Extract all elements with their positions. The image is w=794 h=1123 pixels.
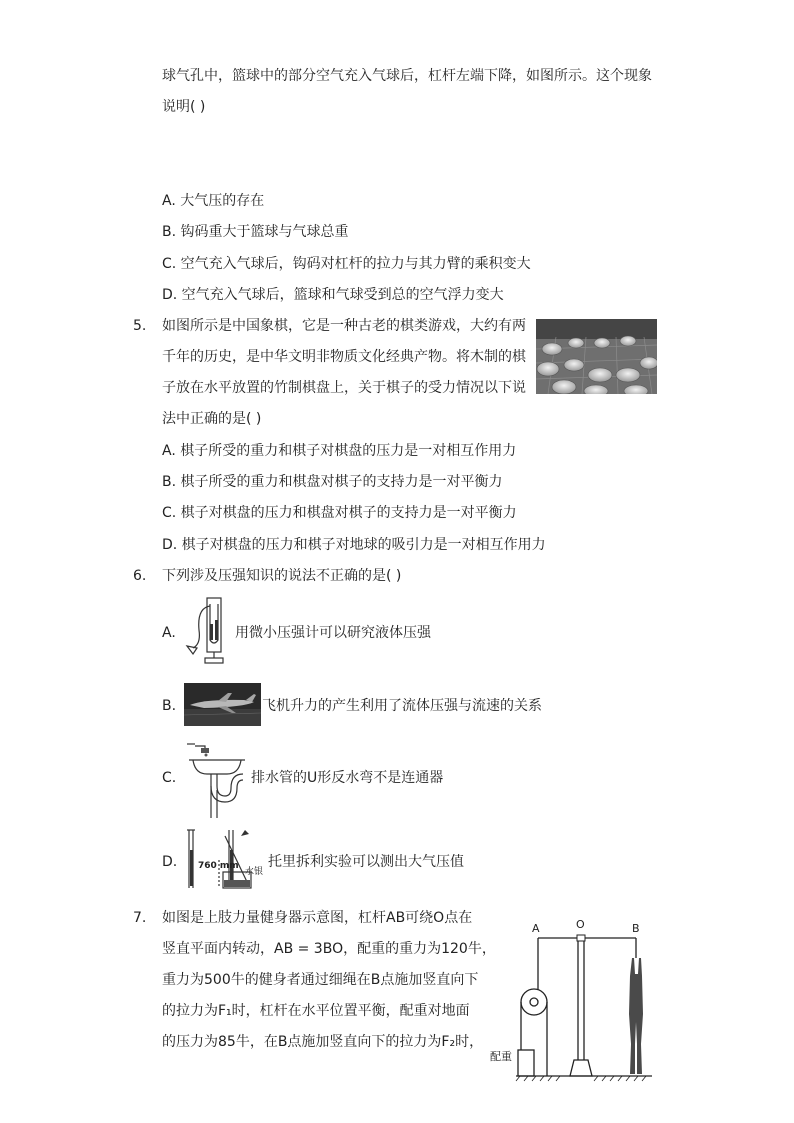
- q6-stem: 下列涉及压强知识的说法不正确的是( ): [162, 568, 402, 584]
- q7-stem-line-1: 如图是上肢力量健身器示意图，杠杆AB可绕O点在: [162, 910, 473, 926]
- q5-stem-line-3: 子放在水平放置的竹制棋盘上，关于棋子的受力情况以下说: [162, 380, 526, 396]
- fig-label-b: B: [632, 922, 640, 935]
- q6-option-a-letter: A.: [162, 625, 176, 641]
- q6-option-c-letter: C.: [162, 770, 177, 786]
- fig-760mm-label: 760 mm: [198, 861, 239, 871]
- q4-stem-line-2: 说明( ): [162, 99, 206, 115]
- q4-stem-line-1: 球气孔中，篮球中的部分空气充入气球后，杠杆左端下降，如图所示。这个现象: [162, 68, 652, 84]
- q5-option-d: D. 棋子对棋盘的压力和棋子对地球的吸引力是一对相互作用力: [162, 537, 546, 553]
- fig-label-o: O: [576, 918, 585, 931]
- q6-number: 6.: [133, 568, 147, 584]
- q4-option-a: A. 大气压的存在: [162, 193, 265, 209]
- fig-label-a: A: [532, 922, 540, 935]
- q7-stem-line-3: 重力为500牛的健身者通过细绳在B点施加竖直向下: [162, 972, 479, 988]
- sink-u-trap-figure: [183, 740, 249, 818]
- pressure-gauge-figure: [183, 594, 235, 666]
- q6-option-b-letter: B.: [162, 698, 177, 714]
- q6-option-b-text: 飞机升力的产生利用了流体压强与流速的关系: [262, 698, 542, 714]
- q5-stem-line-2: 千年的历史，是中华文明非物质文化经典产物。将木制的棋: [162, 349, 526, 365]
- chinese-chess-photo: [536, 319, 657, 394]
- q5-option-a: A. 棋子所受的重力和棋子对棋盘的压力是一对相互作用力: [162, 443, 517, 459]
- q4-option-b: B. 钩码重大于篮球与气球总重: [162, 224, 349, 240]
- q7-stem-line-2: 竖直平面内转动，AB = 3BO，配重的重力为120牛，: [162, 941, 496, 957]
- q6-option-d-letter: D.: [162, 854, 178, 870]
- q7-stem-line-5: 的压力为85牛，在B点施加竖直向下的拉力为F₂时，: [162, 1034, 484, 1050]
- airplane-photo: [184, 683, 261, 726]
- q6-option-a-text: 用微小压强计可以研究液体压强: [235, 625, 431, 641]
- q7-stem-line-4: 的拉力为F₁时，杠杆在水平位置平衡，配重对地面: [162, 1003, 470, 1019]
- q6-option-d-text: 托里拆利实验可以测出大气压值: [268, 854, 464, 870]
- q5-stem-line-4: 法中正确的是( ): [162, 411, 262, 427]
- fig-mercury-label: 水银: [245, 867, 264, 877]
- q6-option-c-text: 排水管的U形反水弯不是连通器: [251, 770, 444, 786]
- torricelli-figure: [183, 826, 269, 892]
- q4-option-c: C. 空气充入气球后，钩码对杠杆的拉力与其力臂的乘积变大: [162, 256, 531, 272]
- q5-number: 5.: [133, 318, 147, 334]
- q7-number: 7.: [133, 910, 147, 926]
- fitness-lever-diagram: [488, 918, 656, 1082]
- q5-stem-line-1: 如图所示是中国象棋，它是一种古老的棋类游戏，大约有两: [162, 318, 526, 334]
- fig-label-weight: 配重: [490, 1050, 512, 1063]
- q5-option-b: B. 棋子所受的重力和棋盘对棋子的支持力是一对平衡力: [162, 474, 503, 490]
- q4-option-d: D. 空气充入气球后，篮球和气球受到总的空气浮力变大: [162, 287, 504, 303]
- q5-option-c: C. 棋子对棋盘的压力和棋盘对棋子的支持力是一对平衡力: [162, 505, 517, 521]
